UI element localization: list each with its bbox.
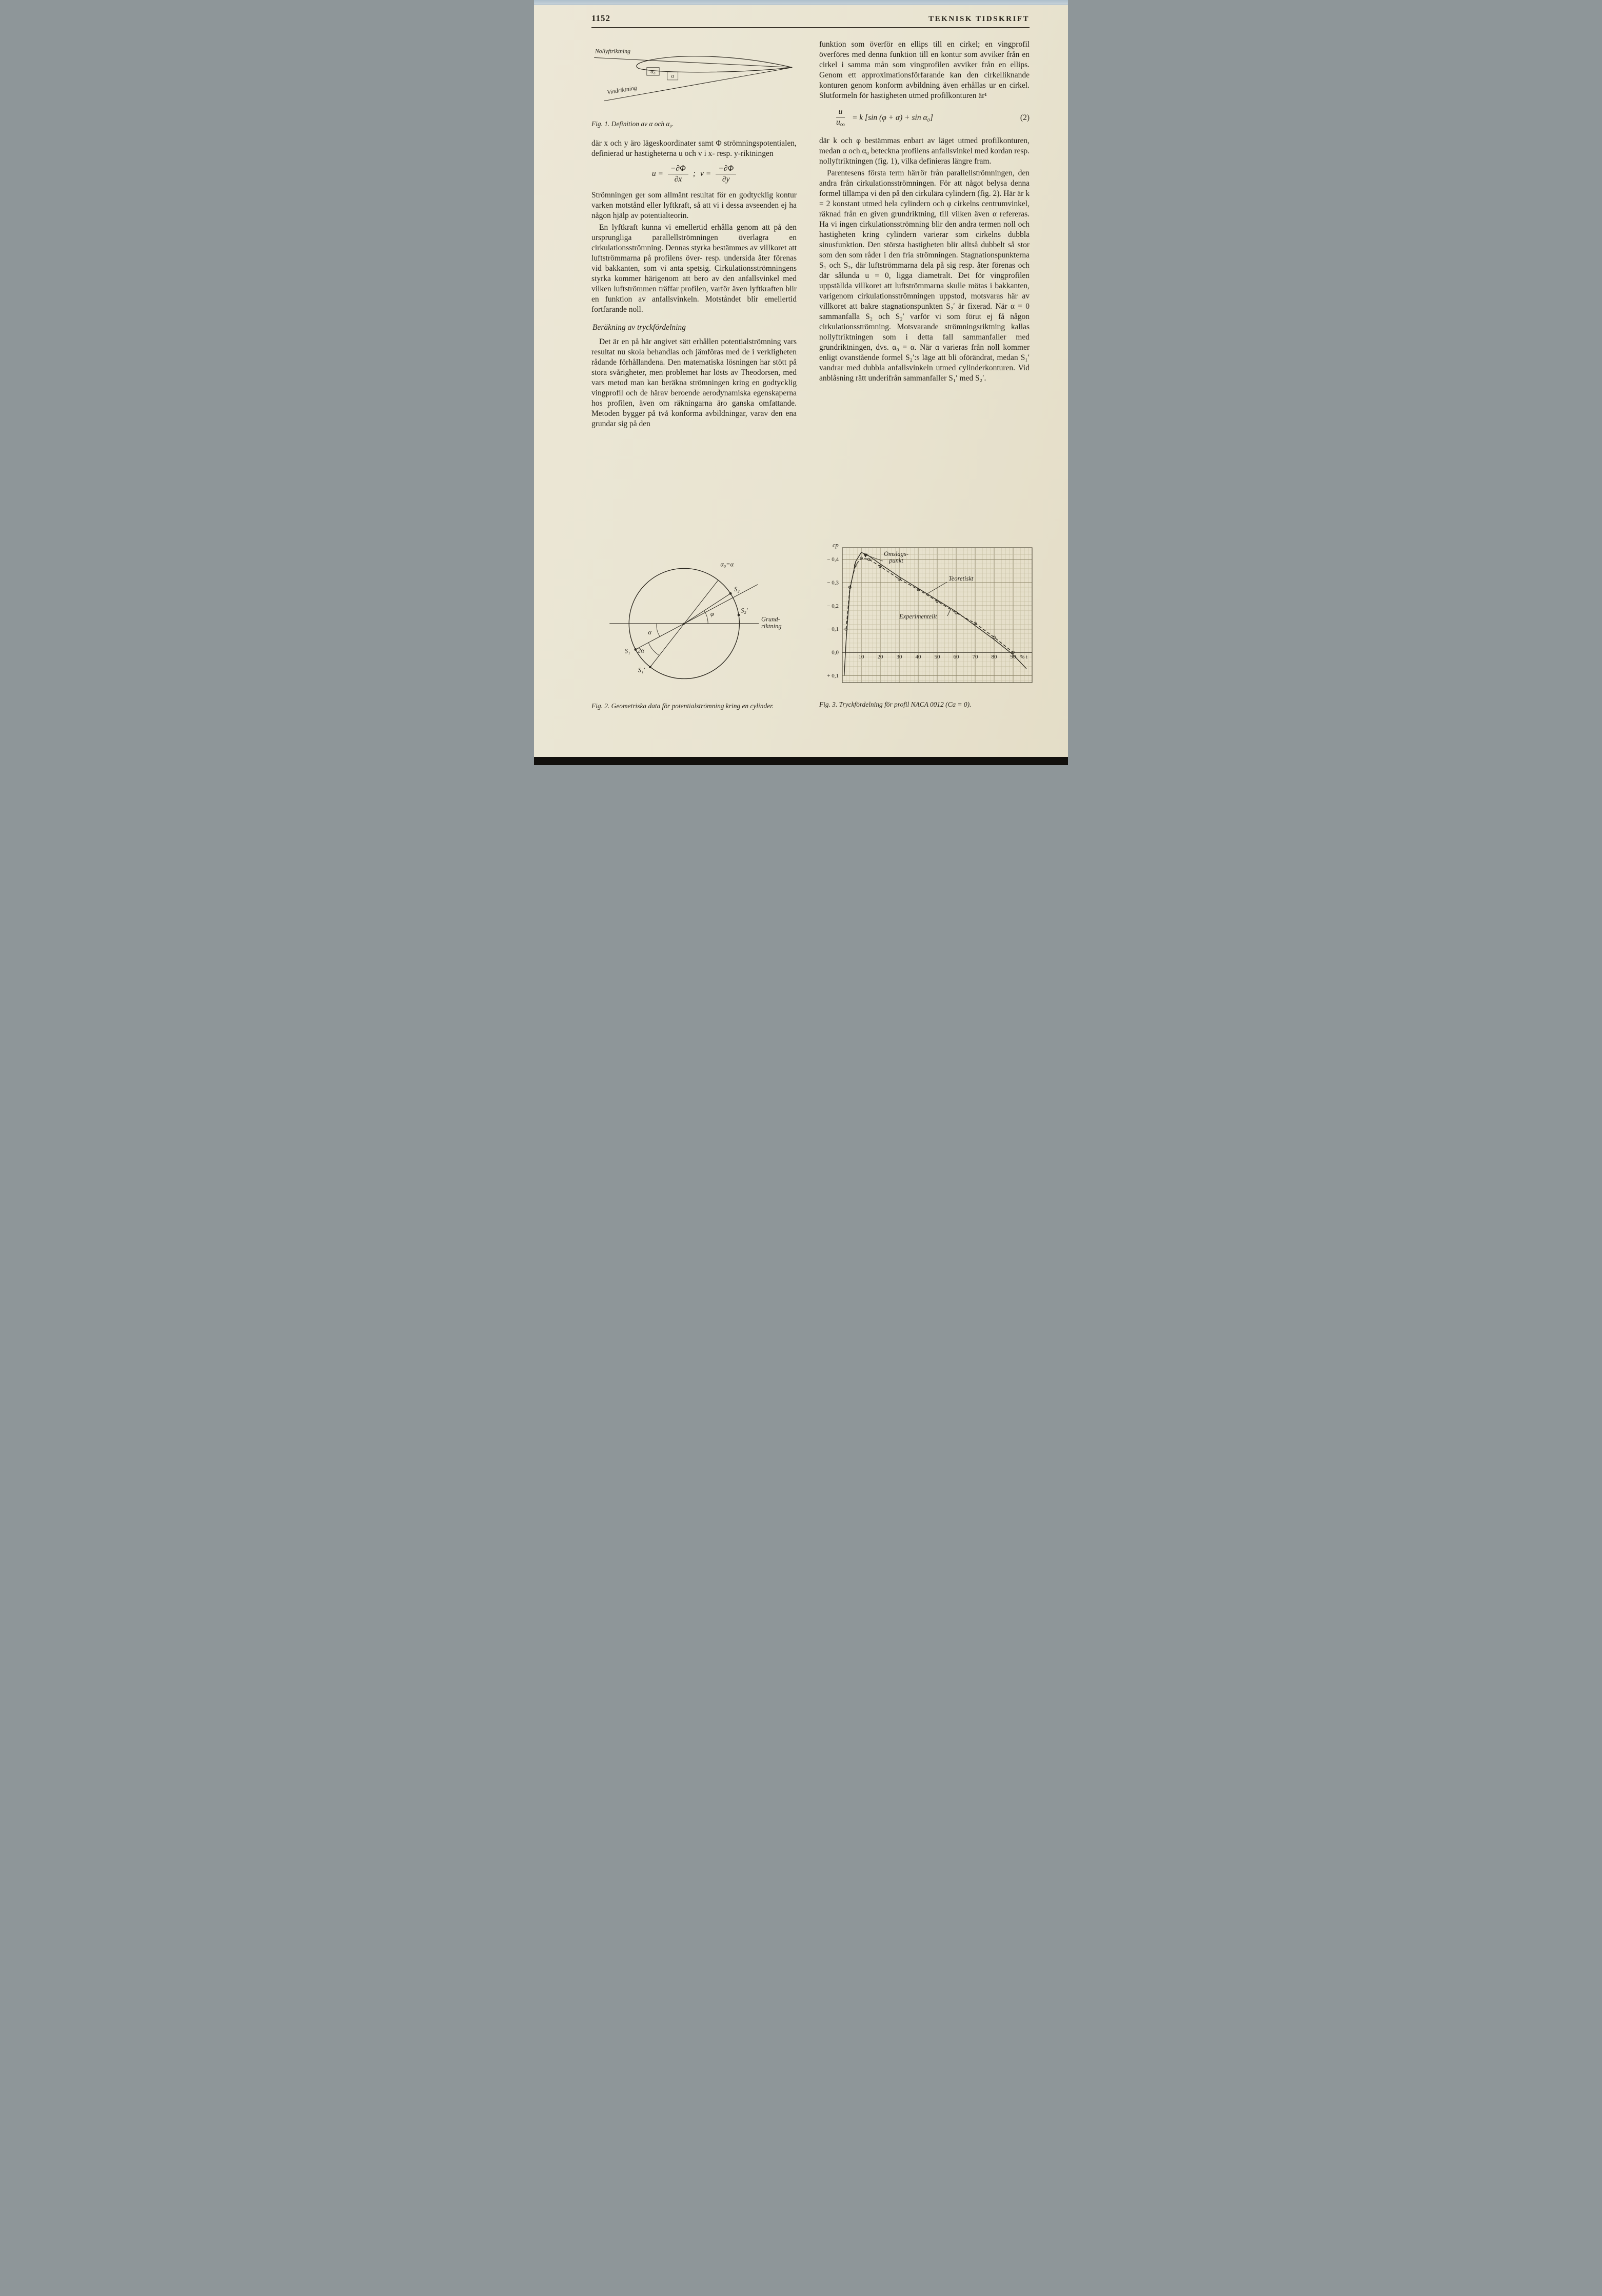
x-tick-label: 30 [896, 654, 902, 661]
alpha-label-fig2: α [648, 629, 651, 636]
x-tick-label: 80 [991, 654, 997, 661]
annotation-experimentellt: Experimentellt [899, 613, 937, 620]
alpha0-eq-alpha-label: α₀=α [720, 561, 734, 568]
grund-label-2: riktning [761, 623, 782, 630]
x-tick-label: 40 [915, 654, 921, 661]
x-tick-label: 60 [953, 654, 959, 661]
eq1-separator: ; [693, 169, 696, 178]
section-heading-tryckfordelning: Beräkning av tryckfördelning [592, 323, 686, 332]
paragraph-stromningen: Strömningen ger som allmänt resultat för en godtycklig kontur varken motstånd eller lyftkraft, så att vi i dessa avseenden ej ha någon hjälp av potentialteorin. [591, 190, 797, 220]
two-alpha-label: 2α [637, 647, 644, 654]
wind-line [636, 585, 758, 650]
x-tick-label: 10 [858, 654, 864, 661]
cylinder-diagram [591, 544, 801, 696]
alpha-label: α [671, 73, 675, 79]
alpha0-label: α₀ [650, 68, 656, 75]
page-content [591, 13, 1030, 431]
eq1-lhs-v: v = [700, 169, 711, 178]
two-alpha-arc [648, 643, 659, 655]
header-rule [591, 27, 1030, 28]
figure-3-pressure-chart [819, 541, 1045, 709]
zero-lift-label: Nollyftriktning [595, 48, 630, 55]
airfoil-diagram [591, 42, 797, 111]
pressure-distribution-chart [819, 541, 1040, 694]
x-tick-label: 70 [972, 654, 978, 661]
equation-velocity-components [591, 164, 797, 184]
figure-1-airfoil [591, 42, 797, 128]
x-tick-label: 90 [1010, 654, 1016, 661]
two-column-layout [591, 39, 1030, 431]
paragraph-funktion: funktion som överför en ellips till en cirkel; en vingprofil överföres med denna funktion till en kontur som avviker från en cirkel i samma mån som vingprofilen avviker från en ellips. Genom ett approximationsförfarande kan den cirkelliknande konturen genom konform avbildning även erhållas ur en cirkel. Slutformeln för hastigheten utmed profilkonturen är¹ [819, 40, 1030, 100]
y-axis-title: cp [833, 542, 839, 549]
figure-2-caption: Fig. 2. Geometriska data för potentialströmning kring en cylinder. [591, 702, 774, 710]
eq1-fraction-x: $\frac{-\partial\Phi}{\partial x}$ [668, 164, 688, 184]
page-header [591, 13, 1030, 24]
paragraph-berakning: Det är en på här angivet sätt erhållen potentialströmning vars resultat nu skola behandlas och jämföras med de i verkligheten rådande förhållandena. Den matematiska lösningen har stött på stora svårigheter, men problemet har lösts av Theodorsen, med vars metod man kan beräkna strömningen kring en godtycklig vingprofil och de härav beroende aerodynamiska egenskaperna hos profilen, även om räkningarna äro ganska omfattande. Metoden bygger på två konforma avbildningar, varav den ena grundar sig på den [591, 337, 797, 428]
center-point [683, 623, 685, 625]
s1-point [634, 648, 637, 651]
figure-1-caption: Fig. 1. Definition av α och α₀. [591, 120, 674, 128]
annotation-leader [947, 608, 951, 616]
s1-prime-point [649, 666, 651, 668]
scan-edge-top [534, 0, 1068, 5]
phi-label: φ [710, 610, 714, 618]
s2-prime-label: S₂′ [741, 607, 748, 614]
y-tick-label: 0,0 [832, 649, 839, 656]
eq2-fraction-u: $\frac{u}{u_\infty}$ [836, 107, 845, 128]
paragraph-parentesens: Parentesens första term härrör från parallellströmningen, den andra från cirkulationsströmningen. För att något belysa denna formel tillämpa vi den på den cirkulära cylindern (fig. 2). Här är k = 2 konstant utmed hela cylindern och φ cirkelns centrumvinkel, räknad från en given grundriktning, till vilken även α refereras. Ha vi ingen cirkulationsströmning blir den andra termen noll och hastigheten kring cylindern varierar som cirkelns dubbla sinusfunktion. Den största hastigheten blir alltså dubbelt så stor som den som råder i den fria strömningen. Stagnationspunkterna S₁ och S₂, där luftströmmarna dela på sig resp. åter förenas och där sålunda u = 0, ligga diametralt. Det för vingprofilen uppställda villkoret att luftströmmarna skulle mötas i bakkanten, varigenom cirkulationsströmningen uppstod, motsvaras här av villkoret att bakre stagnationspunkten S₂′ är fixerad. När α = 0 sammanfalla S₂ och S₂′ varför vi som förut ej få någon cirkulationsströmning. Motsvarande strömningsriktning kallas nollyftriktningen som i detta fall sammanfaller med grundriktningen, dvs. α₀ = α. När α varieras från noll kommer enligt ovanstående formel S₂′:s läge att bli oförändrat, medan S₁′ vandrar med dubbla anfallsvinkeln utmed cylinderkonturen. Vid anblåsning rätt underifrån sammanfaller S₁′ med S₂′. [819, 168, 1030, 383]
s2-point [729, 592, 732, 595]
y-tick-label: − 0,2 [827, 603, 839, 609]
zero-lift-line [594, 57, 792, 67]
paragraph-dar-k: där k och φ bestämmas enbart av läget utmed profilkonturen, medan α och α₀ beteckna profilens anfallsvinkel med kordan resp. nollyftriktningen (fig. 1), vilka definieras längre fram. [819, 136, 1030, 166]
figure-3-caption: Fig. 3. Tryckfördelning för profil NACA 0012 (Ca = 0). [819, 701, 972, 708]
s2-prime-point [738, 614, 740, 616]
eq1-lhs-u: u = [651, 169, 663, 178]
wind-direction-label: Vindriktning [606, 84, 638, 96]
figure-2-cylinder [591, 544, 807, 710]
s1-label: S₁ [624, 647, 630, 655]
equation-number: (2) [1020, 113, 1030, 122]
y-tick-label: + 0,1 [827, 672, 839, 679]
s2-label: S₂ [734, 585, 740, 593]
x-tick-label: 50 [934, 654, 940, 661]
airfoil-outline [637, 56, 792, 72]
annotation-omslagspunkt: Omslags-punkt [884, 550, 908, 564]
page-number: 1152 [591, 13, 611, 23]
paragraph-coordinates: där x och y äro lägeskoordinater samt Φ strömningspotentialen, definierad ur hastigheterna u och v i x- resp. y-riktningen [591, 139, 797, 158]
y-tick-label: − 0,4 [827, 556, 839, 563]
paragraph-lyftkraft: En lyftkraft kunna vi emellertid erhålla genom att på den ursprungliga parallellströmningen överlagra en cirkulationsströmning. Dennas styrka bestämmes av villkoret att luftströmmarna på profilens över- resp. undersida åter förenas vid bakkanten, som vi anta spetsig. Cirkulationsströmningens styrka kommer härigenom att bero av den anfallsvinkel med vilken luftströmmen träffar profilen, varför även lyftkraften blir en funktion av anfallsvinkeln. Motståndet blir emellertid fortfarande noll. [591, 223, 797, 314]
x-axis-unit: % t [1020, 654, 1027, 661]
eq2-rhs: = k [sin (φ + α) + sin α₀] [852, 113, 934, 122]
annotation-teoretiskt: Teoretiskt [948, 575, 974, 582]
y-tick-label: − 0,1 [827, 626, 839, 633]
alpha-arc [657, 624, 660, 636]
y-tick-label: − 0,3 [827, 580, 839, 586]
left-column [591, 39, 797, 431]
equation-surface-velocity [819, 107, 1030, 129]
journal-title: TEKNISK TIDSKRIFT [928, 15, 1030, 23]
x-tick-label: 20 [877, 654, 883, 661]
eq1-fraction-y: $\frac{-\partial\Phi}{\partial y}$ [716, 164, 736, 184]
scan-edge-bottom [534, 757, 1068, 765]
right-column [819, 39, 1030, 385]
grund-label-1: Grund- [761, 615, 780, 623]
s1-prime-label: S₁′ [638, 666, 645, 674]
journal-page [534, 0, 1068, 765]
